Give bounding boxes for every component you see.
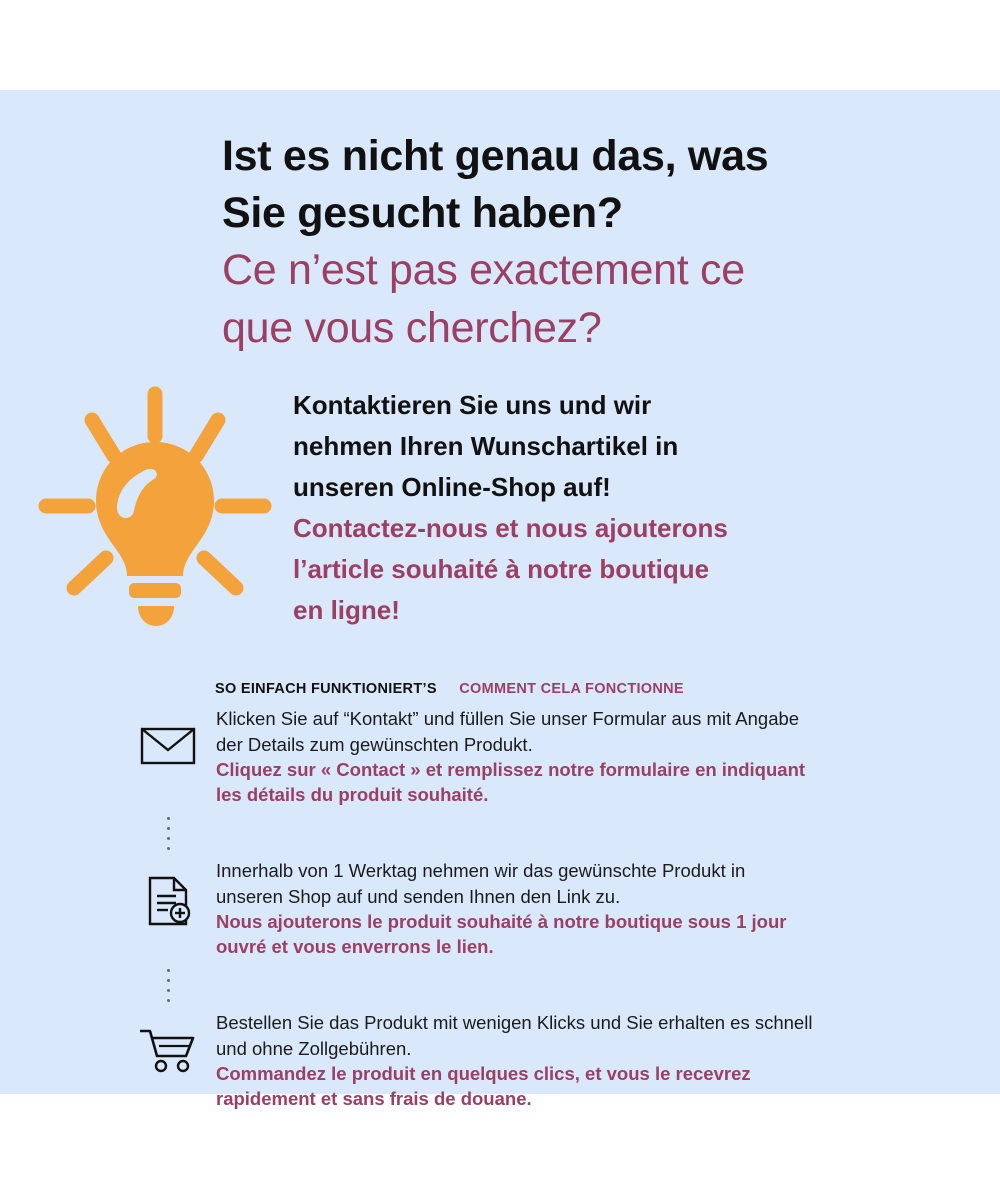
envelope-icon [139, 723, 197, 767]
divider-dot [167, 847, 170, 850]
step-connector [120, 809, 940, 857]
step-fr-line1: Nous ajouterons le produit souhaité à notre boutique sous 1 jour [216, 911, 787, 933]
step-de-line2: unseren Shop auf und senden Ihnen den Link zu. [216, 885, 621, 907]
subhead-block [293, 385, 913, 631]
step-text [216, 857, 940, 959]
divider-dot [167, 979, 170, 982]
subhead-fr-line3: en ligne! [293, 595, 400, 626]
step-fr-line1: Cliquez sur « Contact » et remplissez notre formulaire en indiquant [216, 759, 806, 781]
step-icon-slot [120, 857, 216, 927]
promo-banner [0, 90, 1000, 1109]
headline-de-line1: Ist es nicht genau das, was [222, 132, 769, 180]
divider-dot [167, 817, 170, 820]
step-icon-slot [120, 705, 216, 767]
dotted-divider [120, 809, 216, 857]
headline-block [222, 128, 952, 357]
dotted-divider [120, 961, 216, 1009]
list-item [120, 857, 940, 961]
step-de-line2: der Details zum gewünschten Produkt. [216, 733, 533, 755]
step-fr-line2: rapidement et sans frais de douane. [216, 1087, 532, 1109]
subhead-de-line2: nehmen Ihren Wunschartikel in [293, 431, 679, 462]
divider-dot [167, 989, 170, 992]
steps-heading [215, 680, 684, 698]
step-text [216, 1009, 940, 1111]
step-icon-slot [120, 1009, 216, 1073]
headline-de-line2: Sie gesucht haben? [222, 189, 623, 238]
steps-heading-fr: COMMENT CELA FONCTIONNE [459, 681, 684, 697]
divider-dot [167, 837, 170, 840]
step-fr-line2: les détails du produit souhaité. [216, 783, 489, 805]
lightbulb-illustration [30, 380, 280, 640]
step-connector [120, 961, 940, 1009]
step-fr-line2: ouvré et vous enverrons le lien. [216, 935, 494, 957]
lightbulb-icon [30, 380, 280, 640]
subhead-de-line3: unseren Online-Shop auf! [293, 472, 611, 503]
step-de-line1: Klicken Sie auf “Kontakt” und füllen Sie unser Formular aus mit Angabe [216, 708, 800, 729]
divider-dot [167, 969, 170, 972]
list-item [120, 1009, 940, 1113]
subhead-fr-line1: Contactez-nous et nous ajouterons [293, 513, 728, 544]
subhead-de-line1: Kontaktieren Sie uns und wir [293, 390, 652, 420]
shopping-cart-icon [138, 1027, 198, 1073]
step-text [216, 705, 940, 807]
divider-dot [167, 999, 170, 1002]
steps-heading-de: SO EINFACH FUNKTIONIERT’S [215, 681, 437, 697]
divider-dot [167, 827, 170, 830]
step-de-line1: Innerhalb von 1 Werktag nehmen wir das gewünschte Produkt in [216, 860, 746, 881]
headline-fr-line1: Ce n’est pas exactement ce [222, 246, 745, 295]
step-de-line2: und ohne Zollgebühren. [216, 1037, 412, 1059]
subhead-fr-line2: l’article souhaité à notre boutique [293, 554, 710, 585]
step-fr-line1: Commandez le produit en quelques clics, et vous le recevrez [216, 1063, 751, 1085]
steps-list [120, 705, 940, 1113]
step-de-line1: Bestellen Sie das Produkt mit wenigen Klicks und Sie erhalten es schnell [216, 1012, 813, 1033]
list-item [120, 705, 940, 809]
headline-fr-line2: que vous cherchez? [222, 303, 602, 352]
document-add-icon [142, 875, 194, 927]
